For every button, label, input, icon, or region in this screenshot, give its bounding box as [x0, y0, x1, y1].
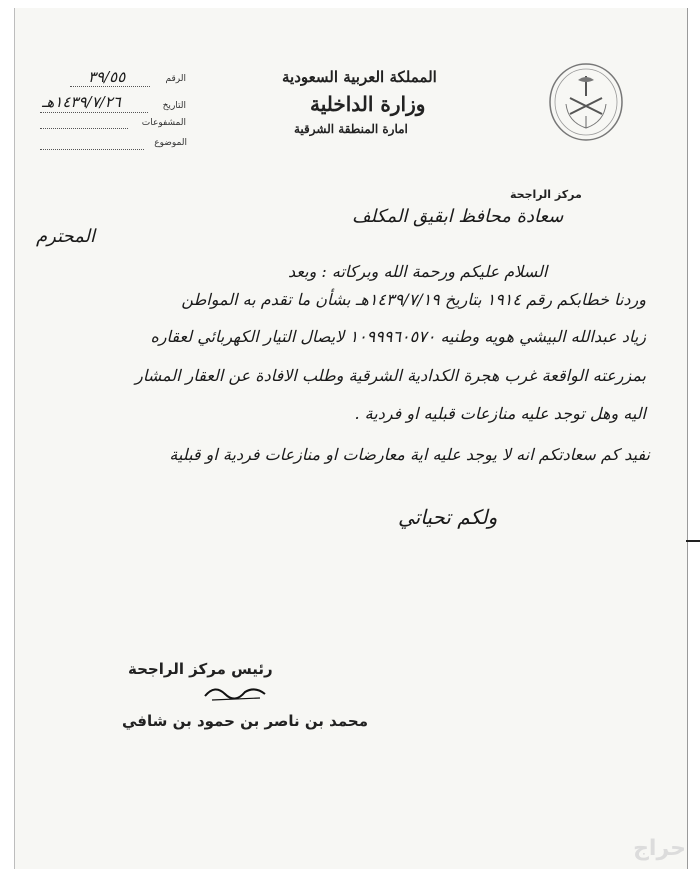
meta-label-date: التاريخ	[162, 101, 186, 111]
recipient: سعادة محافظ ابقيق المكلف	[352, 206, 564, 227]
body-line-1: وردنا خطابكم رقم ١٩١٤ بتاريخ ١٤٣٩/٧/١٩هـ بشأن ما تقدم به المواطن	[181, 290, 646, 309]
body-line-5: نفيد كم سعادتكم انه لا يوجد عليه اية معارضات او منازعات فردية او قبلية	[169, 445, 650, 464]
meta-label-attachments: المشفوعات	[141, 118, 186, 128]
meta-line-subject	[40, 149, 144, 150]
meta-line-attachments	[40, 128, 128, 129]
meta-line-date	[40, 112, 148, 113]
meta-value-date: ١٤٣٩/٧/٢٦هـ	[42, 93, 121, 111]
org-line-kingdom: المملكة العربية السعودية	[282, 68, 437, 86]
handwritten-signature	[200, 678, 270, 704]
signature-name: محمد بن ناصر بن حمود بن شافي	[122, 712, 368, 730]
org-line-ministry: وزارة الداخلية	[310, 92, 426, 116]
saudi-emblem-icon	[548, 62, 624, 142]
greeting: السلام عليكم ورحمة الله وبركاته : وبعد	[288, 262, 548, 281]
meta-value-number: ٣٩/٥٥	[88, 68, 126, 86]
org-line-emirate: امارة المنطقة الشرقية	[294, 122, 408, 136]
body-line-4: اليه وهل توجد عليه منازعات قبليه او فردية .	[354, 404, 646, 423]
scan-edge-line	[686, 540, 700, 542]
meta-line-number	[70, 86, 150, 87]
closing: ولكم تحياتي	[398, 505, 498, 529]
meta-label-subject: الموضوع	[154, 138, 187, 148]
recipient-honorific: المحترم	[36, 226, 96, 247]
body-line-3: بمزرعته الواقعة غرب هجرة الكدادية الشرقية وطلب الافادة عن العقار المشار	[135, 366, 646, 385]
meta-label-number: الرقم	[165, 74, 186, 84]
watermark-text: حراج	[633, 836, 686, 861]
signature-title: رئيس مركز الراجحة	[128, 660, 273, 678]
center-name: مركز الراجحة	[510, 188, 582, 201]
body-line-2: زياد عبدالله البيشي هويه وطنيه ١٠٩٩٩٦٠٥٧٠ لايصال التيار الكهربائي لعقاره	[150, 327, 646, 346]
watermark-logo	[560, 836, 690, 864]
